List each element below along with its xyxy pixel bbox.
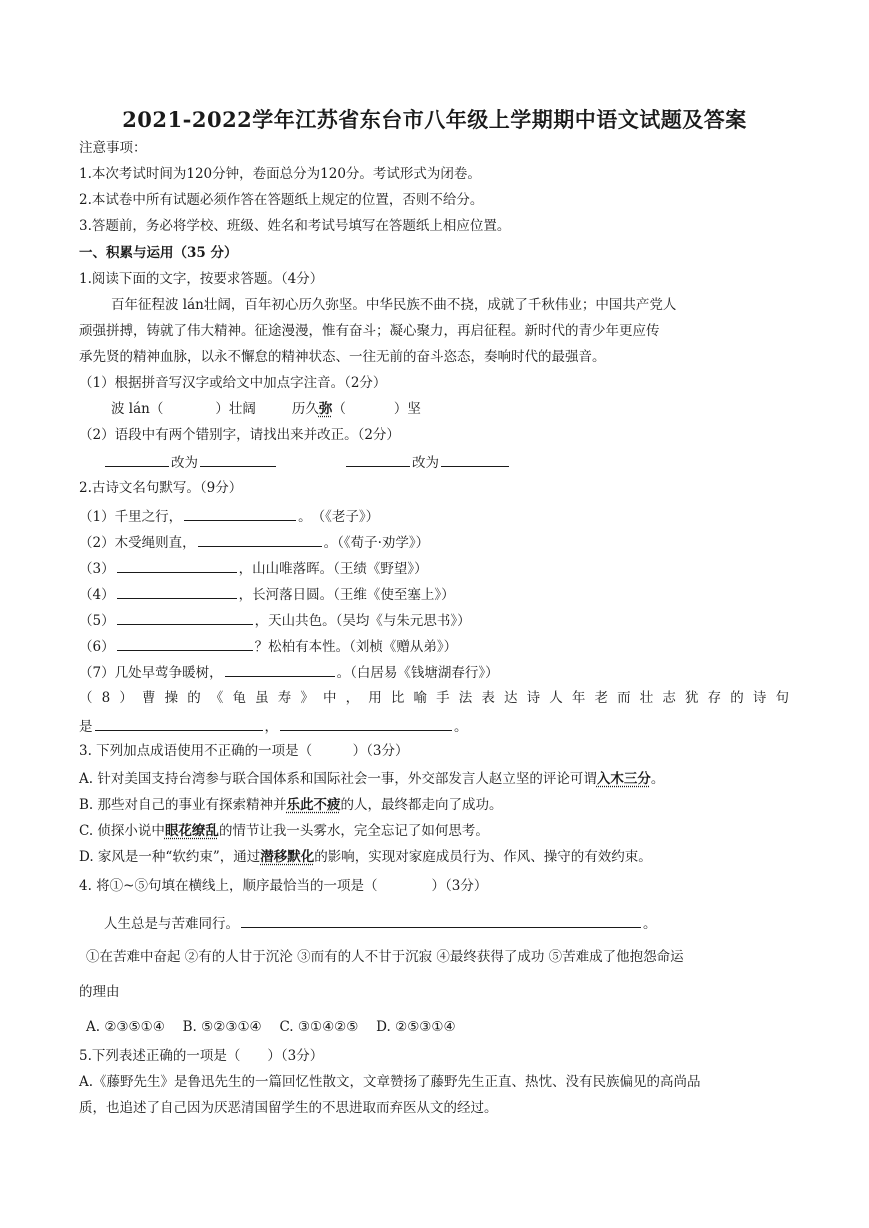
question-stem: 4. 将①~⑤句填在横线上，顺序最恰当的一项是（ ）（3分） — [79, 878, 488, 894]
exam-title: 2021-2022学年江苏省东台市八年级上学期期中语文试题及答案 — [122, 107, 747, 132]
question-stem: 5.下列表述正确的一项是（ ）（3分） — [79, 1048, 324, 1064]
pinyin-a-pre: 波 lán（ — [111, 401, 164, 417]
recite-line — [79, 610, 471, 630]
answer-blank[interactable] — [117, 558, 237, 573]
answer-blank[interactable] — [184, 506, 296, 521]
fill-line — [104, 913, 657, 933]
dotted-idiom: 乐此不疲 — [286, 797, 341, 813]
recite-line — [79, 558, 428, 578]
option-line — [79, 822, 489, 840]
option-line: 质，也追述了自己因为厌恶清国留学生的不思进取而弃医从文的经过。 — [79, 1100, 498, 1116]
option-line — [79, 770, 664, 788]
answer-blank[interactable] — [346, 452, 410, 467]
line-post: 。 — [454, 719, 468, 735]
line-pre: （6） — [79, 639, 115, 655]
recite-line — [79, 584, 455, 604]
answer-blank[interactable] — [241, 913, 641, 928]
option-text: 。 — [650, 771, 665, 787]
sentence-options: ①在苦难中奋起 ②有的人甘于沉沦 ③而有的人不甘于沉寂 ④最终获得了成功 ⑤苦难成了他抱怨命运 — [86, 949, 684, 965]
subquestion: （2）语段中有两个错别字，请找出来并改正。（2分） — [79, 427, 400, 443]
passage-line: 顽强拼搏，铸就了伟大精神。征途漫漫，惟有奋斗；凝心聚力，再启征程。新时代的青少年更应传 — [79, 323, 660, 339]
lead-text: 人生总是与苦难同行。 — [104, 916, 239, 932]
passage-line: 承先贤的精神血脉，以永不懈怠的精神状态、一往无前的奋斗恣态，奏响时代的最强音。 — [79, 349, 606, 365]
line-pre: （4） — [79, 587, 115, 603]
line-pre: （5） — [79, 613, 115, 629]
answer-blank[interactable] — [198, 532, 322, 547]
dotted-char: 弥 — [318, 401, 333, 417]
end-mark: 。 — [643, 916, 657, 932]
subquestion: （1）根据拼音写汉字或给文中加点字注音。（2分） — [79, 375, 387, 391]
line-post: 。（白居易《钱塘湖春行》） — [336, 665, 499, 681]
correction-line — [103, 452, 511, 472]
line-pre: （1）千里之行， — [79, 509, 183, 525]
change-to-label: 改为 — [171, 455, 198, 471]
option-text: A. 针对美国支持台湾参与联合国体系和国际社会一事，外交部发言人赵立坚的评论可谓 — [79, 771, 597, 787]
option-text: C. 侦探小说中 — [79, 823, 165, 839]
option-text: 的影响，实现对家庭成员行为、作风、操守的有效约束。 — [314, 849, 652, 865]
recite-line — [79, 662, 499, 682]
option-line: A.《藤野先生》是鲁迅先生的一篇回忆性散文，文章赞扬了藤野先生正直、热忱、没有民族偏见的高尚品 — [79, 1074, 701, 1090]
line-pre: 是 — [79, 719, 93, 735]
pinyin-b-pre: 历久 — [291, 401, 319, 417]
notice-item: 2.本试卷中所有试题必须作答在答题纸上规定的位置，否则不给分。 — [79, 192, 484, 208]
option-line — [79, 848, 652, 866]
answer-blank[interactable] — [225, 662, 335, 677]
option-text: 的情节让我一头雾水，完全忘记了如何思考。 — [218, 823, 489, 839]
pinyin-b-post: ）坚 — [393, 401, 421, 417]
line-pre: （7）几处早莺争暖树， — [79, 665, 223, 681]
notice-item: 1.本次考试时间为120分钟，卷面总分为120分。考试形式为闭卷。 — [79, 166, 481, 182]
line-post: 。（《荀子·劝学》） — [323, 535, 430, 551]
notice-heading: 注意事项： — [79, 140, 147, 156]
dotted-idiom: 眼花缭乱 — [164, 823, 219, 839]
dotted-idiom: 潜移默化 — [260, 849, 315, 865]
notice-item: 3.答题前，务必将学校、班级、姓名和考试号填写在答题纸上相应位置。 — [79, 218, 511, 234]
change-to-label: 改为 — [412, 455, 439, 471]
answer-blank[interactable] — [441, 452, 509, 467]
line-post: ？松柏有本性。（刘桢《赠从弟》） — [254, 639, 458, 655]
answer-blank[interactable] — [117, 584, 237, 599]
recite-line: （8）曹操的《龟虽寿》中，用比喻手法表达诗人年老而壮志犹存的诗句 — [79, 690, 789, 706]
answer-blank[interactable] — [105, 452, 169, 467]
recite-line — [79, 532, 429, 552]
question-stem: 2.古诗文名句默写。（9分） — [79, 480, 243, 496]
option-text: B. 那些对自己的事业有探索精神并 — [79, 797, 287, 813]
recite-line — [79, 636, 457, 656]
passage-line: 百年征程波 lán壮阔，百年初心历久弥坚。中华民族不曲不挠，成就了千秋伟业；中国共产党人 — [111, 297, 677, 313]
answer-options: A. ②③⑤①④ B. ⑤②③①④ C. ③①④②⑤ D. ②⑤③①④ — [86, 1019, 456, 1035]
section-heading: 一、积累与运用（35 分） — [79, 245, 238, 261]
option-text: 的人，最终都走向了成功。 — [340, 797, 503, 813]
option-text: D. 家风是一种“软约束”，通过 — [79, 849, 261, 865]
answer-blank[interactable] — [200, 452, 276, 467]
answer-blank[interactable] — [95, 716, 263, 731]
question-stem: 3. 下列加点成语使用不正确的一项是（ ）（3分） — [79, 743, 409, 759]
option-line — [79, 796, 503, 814]
pinyin-b-open: （ — [332, 401, 346, 417]
line-post: ，天山共色。（吴均《与朱元思书》） — [254, 613, 471, 629]
question-stem: 1.阅读下面的文字，按要求答题。（4分） — [79, 271, 324, 287]
line-pre: （2）木受绳则直， — [79, 535, 196, 551]
line-pre: （3） — [79, 561, 115, 577]
pinyin-line — [111, 400, 421, 418]
line-post: ，长河落日圆。（王维《使至塞上》） — [238, 587, 455, 603]
recite-line — [79, 506, 379, 526]
line-post: 。 （《老子》） — [298, 509, 380, 525]
answer-blank[interactable] — [117, 610, 253, 625]
line-post: ，山山唯落晖。（王绩《野望》） — [238, 561, 428, 577]
recite-line — [79, 716, 468, 736]
answer-blank[interactable] — [117, 636, 253, 651]
line-mid: ， — [264, 719, 278, 735]
answer-blank[interactable] — [280, 716, 452, 731]
sentence-options-cont: 的理由 — [79, 984, 120, 1000]
dotted-idiom: 入木三分 — [596, 771, 651, 787]
pinyin-a-post: ）壮阔 — [215, 401, 256, 417]
